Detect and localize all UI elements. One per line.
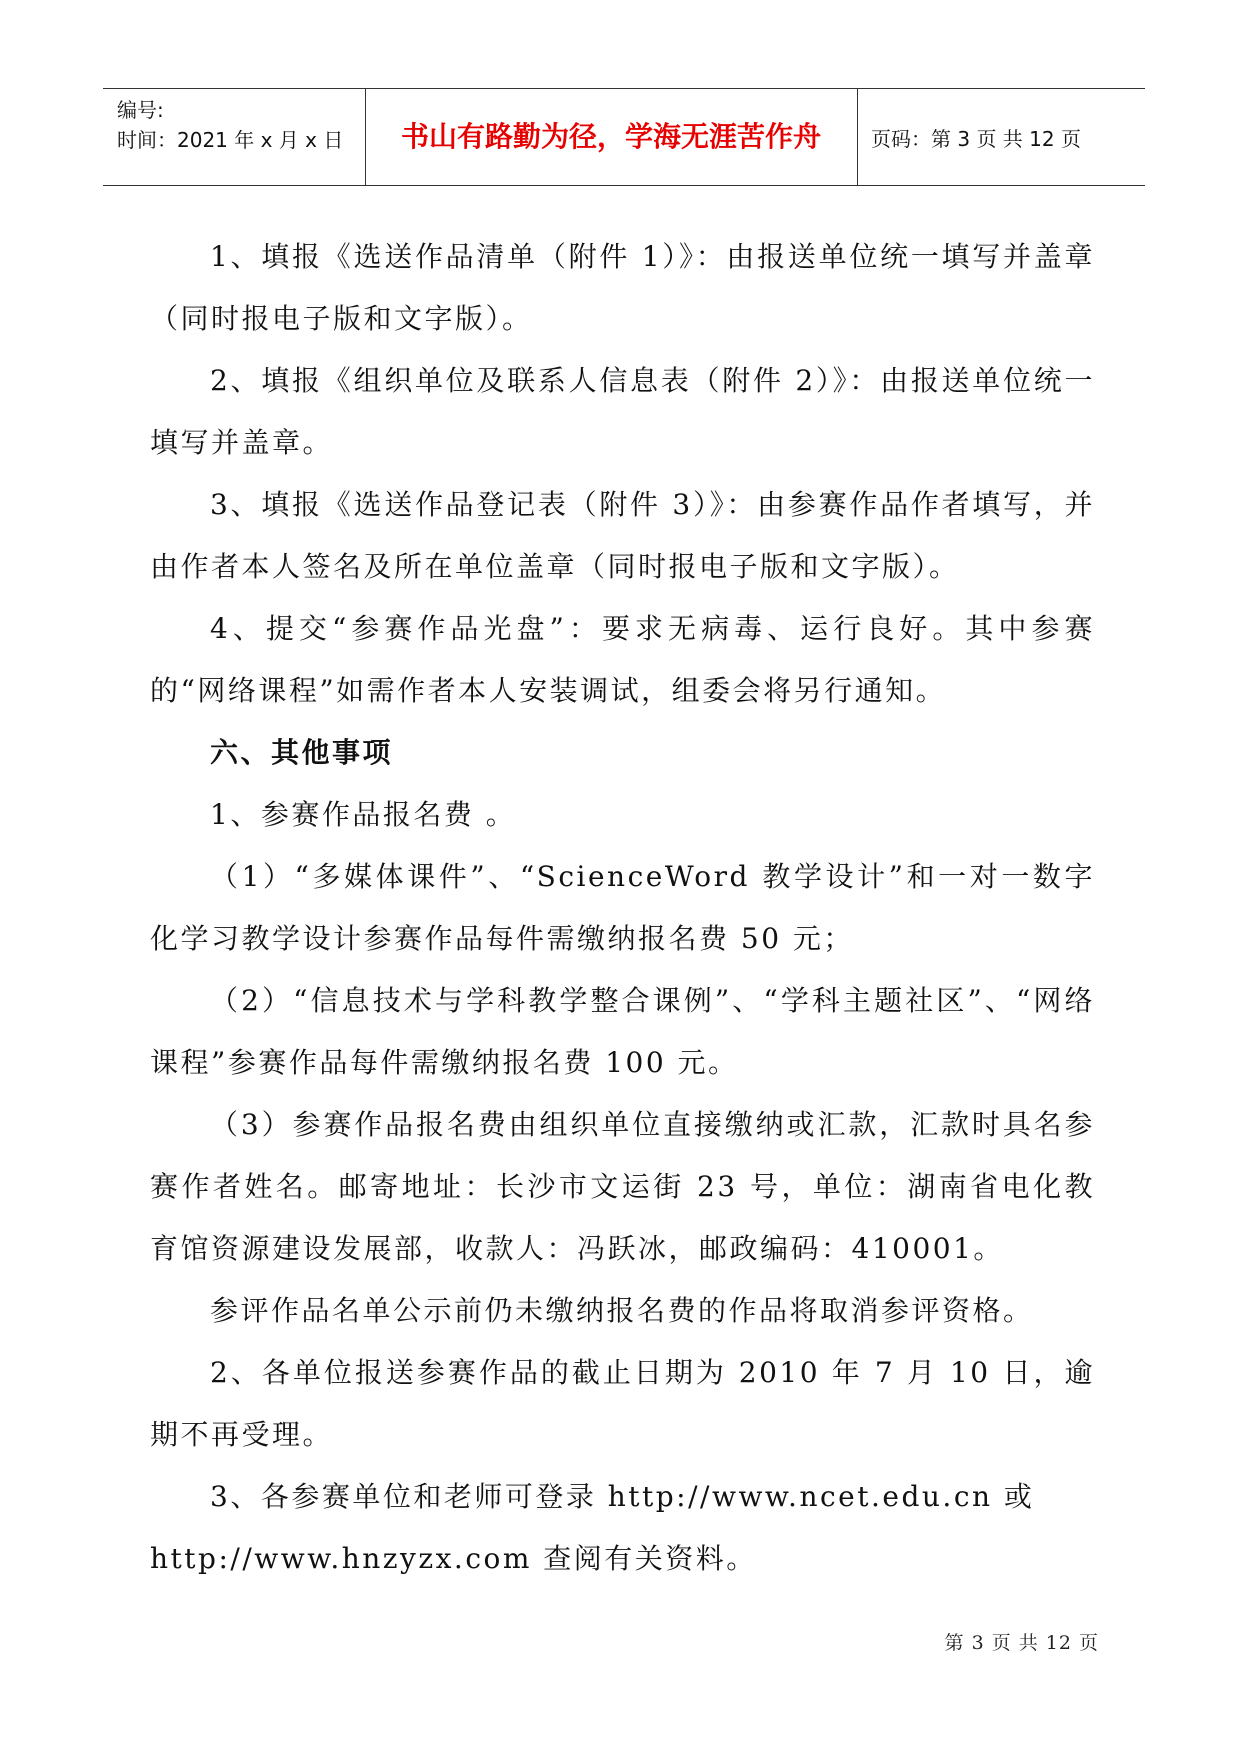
paragraph-fee-notice: 参评作品名单公示前仍未缴纳报名费的作品将取消参评资格。 xyxy=(210,1294,1034,1327)
document-time-label: 时间：2021 年 x 月 x 日 xyxy=(117,128,344,152)
paragraph-attachment-3: 3、填报《选送作品登记表（附件 3）》：由参赛作品作者填写，并由作者本人签名及所在单位盖章（同时报电子版和文字版）。 xyxy=(150,488,1095,583)
document-number-label: 编号: xyxy=(117,98,164,122)
paragraph-websites-line1: 3、各参赛单位和老师可登录 http://www.ncet.edu.cn 或 xyxy=(210,1480,1035,1513)
paragraph-fee-item-3: （3）参赛作品报名费由组织单位直接缴纳或汇款，汇款时具名参赛作者姓名。邮寄地址：长沙市文运街 23 号，单位：湖南省电化教育馆资源建设发展部，收款人：冯跃冰，邮政编码：410001。 xyxy=(150,1108,1095,1265)
paragraph-websites-line2: http://www.hnzyzx.com 查阅有关资料。 xyxy=(150,1542,757,1575)
paragraph-deadline: 2、各单位报送参赛作品的截止日期为 2010 年 7 月 10 日，逾期不再受理。 xyxy=(150,1356,1095,1451)
page-header xyxy=(103,88,1145,186)
paragraph-attachment-1: 1、填报《选送作品清单（附件 1）》：由报送单位统一填写并盖章（同时报电子版和文字版）。 xyxy=(150,240,1095,335)
paragraph-attachment-2: 2、填报《组织单位及联系人信息表（附件 2）》：由报送单位统一填写并盖章。 xyxy=(150,364,1095,459)
paragraph-submit-disc: 4、提交“参赛作品光盘”：要求无病毒、运行良好。其中参赛的“网络课程”如需作者本人安装调试，组委会将另行通知。 xyxy=(150,612,1095,707)
header-motto: 书山有路勤为径，学海无涯苦作舟 xyxy=(400,120,821,153)
section-heading-other-matters: 六、其他事项 xyxy=(210,736,394,769)
header-page-code: 页码：第 3 页 共 12 页 xyxy=(871,127,1081,151)
header-divider-right xyxy=(857,89,858,185)
paragraph-fee-item-2: （2）“信息技术与学科教学整合课例”、“学科主题社区”、“网络课程”参赛作品每件需缴纳报名费 100 元。 xyxy=(150,984,1095,1079)
header-meta xyxy=(117,95,343,155)
paragraph-registration-fee: 1、参赛作品报名费 。 xyxy=(210,798,517,831)
document-body xyxy=(150,226,1095,1590)
page-footer: 第 3 页 共 12 页 xyxy=(944,1632,1099,1654)
paragraph-fee-item-1: （1）“多媒体课件”、“ScienceWord 教学设计”和一对一数字化学习教学设计参赛作品每件需缴纳报名费 50 元； xyxy=(150,860,1095,955)
